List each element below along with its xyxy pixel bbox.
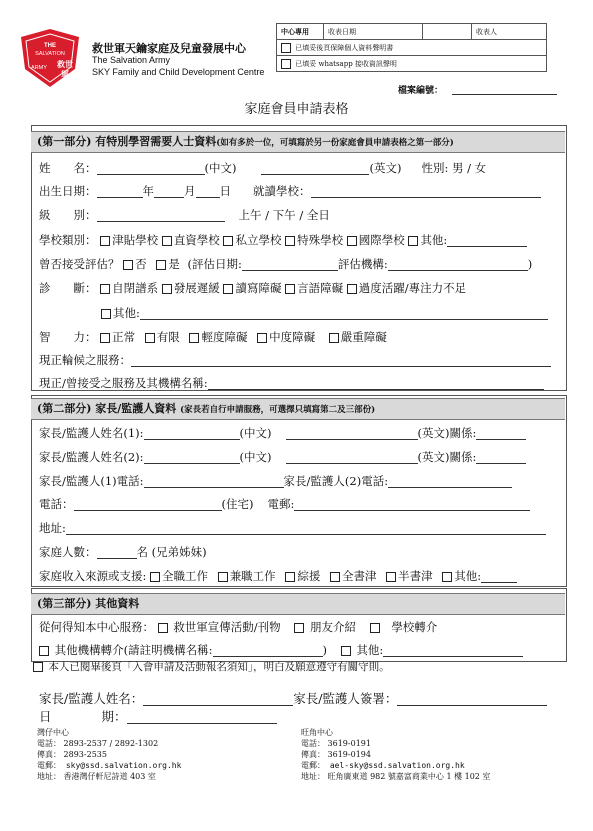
agreement-text: 本人已閱畢後頁「入會申請及活動報名須知」，明白及願意遵守有關守則。 <box>48 661 390 673</box>
referral-row: 其他機構轉介(請註明機構名稱: ) 其他: <box>39 643 523 657</box>
diagnosis-other-checkbox[interactable] <box>101 309 111 319</box>
income-other-field[interactable] <box>481 571 517 583</box>
part3-heading: (第三部分) 其他資料 <box>31 593 565 615</box>
school-type-other-field[interactable] <box>447 235 527 247</box>
diagnosis-checkbox[interactable] <box>223 284 233 294</box>
referral-checkbox[interactable] <box>39 646 49 656</box>
svg-text:THE: THE <box>44 43 56 49</box>
grade-field[interactable] <box>97 210 225 222</box>
whatsapp-label: 已填妥 whatsapp 接收資訊聲明 <box>295 59 397 68</box>
dob-row: 出生日期： 年 月 日 就讀學校： <box>39 184 541 198</box>
org-name-en-1: The Salvation Army <box>92 55 171 65</box>
svg-text:SALVATION: SALVATION <box>35 51 65 57</box>
dob-year-field[interactable] <box>97 186 143 198</box>
address-field[interactable] <box>66 523 546 535</box>
footer-mongkok: 旺角中心 電話： 3619-0191 傳真： 3619-0194 電郵： ael-sky@ssd.salvation.org.hk 地址： 旺角廣東道 982 號嘉富商業中心 1 樓 102 室 <box>301 728 491 781</box>
grade-row: 級 別： 上午 / 下午 / 全日 <box>39 208 330 222</box>
diagnosis-checkbox[interactable] <box>347 284 357 294</box>
privacy-checkbox[interactable] <box>281 43 291 53</box>
diagnosis-row: 診 斷： 自閉譜系 發展遲緩 讀寫障礙 言語障礙 過度活躍/專注力不足 <box>39 281 467 295</box>
diagnosis-other-row: 其他: <box>101 306 548 320</box>
assessment-row: 曾否接受評估？ 否 是 (評估日期: 評估機構: ) <box>39 257 533 271</box>
school-type-checkbox[interactable] <box>285 236 295 246</box>
name-row: 姓 名： (中文) (英文) 性別: 男 / 女 <box>39 161 487 175</box>
intellect-checkbox[interactable] <box>145 333 155 343</box>
income-row: 家庭收入來源或支援: 全職工作 兼職工作 綜援 全書津 半書津 其他: <box>39 569 517 583</box>
guardian2-row: 家長/監護人姓名(2): (中文) (英文)關係: <box>39 450 526 464</box>
salvation-army-logo <box>15 27 85 89</box>
svg-text:ARMY: ARMY <box>31 65 47 71</box>
school-type-checkbox[interactable] <box>223 236 233 246</box>
name-en-field[interactable] <box>261 163 369 175</box>
referral-org-field[interactable] <box>213 645 323 657</box>
dob-month-field[interactable] <box>154 186 184 198</box>
income-checkbox[interactable] <box>150 572 160 582</box>
waiting-row: 現正輪候之服務： <box>39 353 551 367</box>
org-name-en-2: SKY Family and Child Development Centre <box>92 67 265 77</box>
svg-text:軍: 軍 <box>61 70 69 79</box>
form-title: 家庭會員申請表格 <box>244 102 349 117</box>
intellect-checkbox[interactable] <box>100 333 110 343</box>
source-other-checkbox[interactable] <box>341 646 351 656</box>
income-checkbox[interactable] <box>386 572 396 582</box>
assessed-yes-checkbox[interactable] <box>156 260 166 270</box>
assess-org-field[interactable] <box>388 259 528 271</box>
file-number-label: 檔案編號： <box>398 86 444 96</box>
guardian1-name-en-field[interactable] <box>286 428 418 440</box>
source-checkbox[interactable] <box>294 623 304 633</box>
name-cn-field[interactable] <box>97 163 205 175</box>
school-field[interactable] <box>311 186 541 198</box>
signature-row: 家長/監護人姓名： 家長/監護人簽署： <box>39 692 547 706</box>
session-options[interactable]: 上午 / 下午 / 全日 <box>238 208 330 222</box>
guardian1-name-cn-field[interactable] <box>144 428 240 440</box>
school-type-checkbox[interactable] <box>408 236 418 246</box>
assessed-no-checkbox[interactable] <box>123 260 133 270</box>
intellect-checkbox[interactable] <box>257 333 267 343</box>
guardian1-row: 家長/監護人姓名(1): (中文) (英文)關係: <box>39 426 526 440</box>
email-field[interactable] <box>294 499 530 511</box>
income-checkbox[interactable] <box>218 572 228 582</box>
home-tel-field[interactable] <box>74 499 222 511</box>
family-size-field[interactable] <box>97 547 137 559</box>
diagnosis-other-field[interactable] <box>140 308 548 320</box>
dob-day-field[interactable] <box>196 186 220 198</box>
date-row: 日 期： <box>39 710 277 724</box>
guardian1-phone-field[interactable] <box>144 476 284 488</box>
intellect-row: 智 力： 正常 有限 輕度障礙 中度障礙 嚴重障礙 <box>39 330 387 344</box>
diagnosis-checkbox[interactable] <box>162 284 172 294</box>
family-size-row: 家庭人數： 名 (兄弟姊妹) <box>39 545 207 559</box>
guardian-phone-row: 家長/監護人(1)電話: 家長/監護人(2)電話: <box>39 474 512 488</box>
source-other-field[interactable] <box>383 645 523 657</box>
privacy-label: 已填妥後頁保障個人資料聲明書 <box>295 43 394 52</box>
gender-options[interactable]: 性別: 男 / 女 <box>421 161 487 175</box>
guardian-signature-field[interactable] <box>397 694 547 706</box>
source-row: 從何得知本中心服務： 救世軍宣傳活動/刊物 朋友介紹 學校轉介 <box>39 620 438 634</box>
guardian1-relation-field[interactable] <box>476 428 526 440</box>
svg-text:救世: 救世 <box>57 60 73 69</box>
school-type-row: 學校類別： 津貼學校 直資學校 私立學校 特殊學校 國際學校 其他: <box>39 233 527 247</box>
intellect-checkbox[interactable] <box>329 333 339 343</box>
waiting-service-field[interactable] <box>131 355 551 367</box>
part2-heading: (第二部分) 家長/監護人資料 (家長若自行申請服務，可選擇只填寫第二及三部份) <box>31 398 565 420</box>
school-type-checkbox[interactable] <box>347 236 357 246</box>
receiving-service-field[interactable] <box>208 378 544 390</box>
guardian-name-sign-field[interactable] <box>143 694 293 706</box>
income-checkbox[interactable] <box>285 572 295 582</box>
org-name-cn: 救世軍天鑰家庭及兒童發展中心 <box>92 42 246 55</box>
part1-heading: (第一部分) 有特別學習需要人士資料(如有多於一位，可填寫於另一份家庭會員申請表格之第一部分) <box>31 131 565 153</box>
date-field[interactable] <box>127 712 277 724</box>
agreement-row <box>33 660 390 674</box>
income-checkbox[interactable] <box>330 572 340 582</box>
office-use-table <box>276 23 547 72</box>
school-type-checkbox[interactable] <box>100 236 110 246</box>
guardian2-phone-field[interactable] <box>388 476 512 488</box>
address-row: 地址: <box>39 521 546 535</box>
whatsapp-checkbox[interactable] <box>281 59 291 69</box>
income-checkbox[interactable] <box>442 572 452 582</box>
received-date-field[interactable]: 收表日期 <box>324 24 423 40</box>
assess-date-field[interactable] <box>242 259 338 271</box>
guardian2-relation-field[interactable] <box>476 452 526 464</box>
agreement-checkbox[interactable] <box>33 662 43 672</box>
guardian2-name-en-field[interactable] <box>286 452 418 464</box>
receiving-row: 現正/曾接受之服務及其機構名稱: <box>39 376 544 390</box>
file-number-field[interactable] <box>452 83 557 95</box>
received-by-field[interactable]: 收表人 <box>472 24 547 40</box>
diagnosis-checkbox[interactable] <box>285 284 295 294</box>
source-checkbox[interactable] <box>158 623 168 633</box>
office-use-label: 中心專用 <box>277 24 324 40</box>
school-type-checkbox[interactable] <box>162 236 172 246</box>
intellect-checkbox[interactable] <box>189 333 199 343</box>
tel-email-row: 電話： (住宅) 電郵: <box>39 497 530 511</box>
footer-wanchai: 灣仔中心 電話： 2893-2537 / 2892-1302 傳真： 2893-2535 電郵： sky@ssd.salvation.org.hk 地址： 香港灣仔軒尼詩道 403 室 <box>37 728 182 781</box>
source-checkbox[interactable] <box>370 623 380 633</box>
guardian2-name-cn-field[interactable] <box>144 452 240 464</box>
diagnosis-checkbox[interactable] <box>100 284 110 294</box>
